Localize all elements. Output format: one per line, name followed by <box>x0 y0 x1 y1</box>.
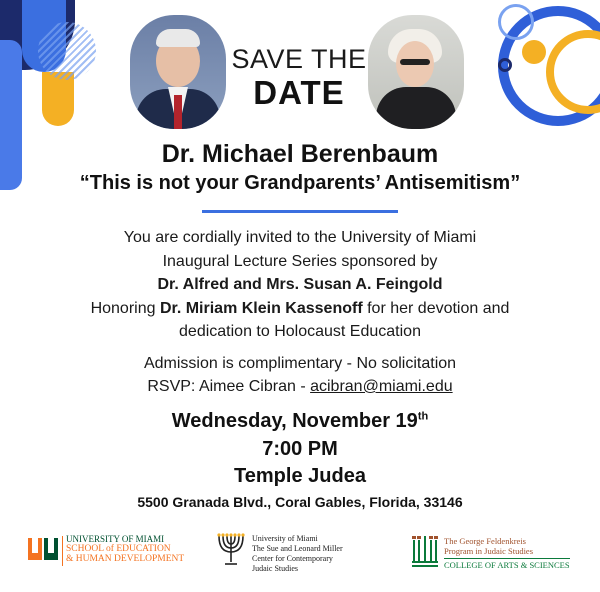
honoring-line <box>0 300 600 318</box>
miller-logo-text <box>252 534 343 574</box>
feldenkreis-logo-text <box>444 536 570 570</box>
event-venue: Temple Judea <box>234 465 366 487</box>
event-address: 5500 Granada Blvd., Coral Gables, Florida, 33146 <box>137 494 463 510</box>
um-logo-line: UNIVERSITY OF MIAMI <box>66 534 165 544</box>
decorative-dot-yellow <box>522 40 546 64</box>
speaker-portrait <box>130 15 226 129</box>
um-logo-text <box>66 534 184 564</box>
rsvp-prefix: RSVP: Aimee Cibran - <box>147 378 311 395</box>
invitation-line: dedication to Holocaust Education <box>179 323 421 340</box>
invitation-line: You are cordially invited to the University of Miami <box>123 229 477 246</box>
feldenkreis-logo-line: Program in Judaic Studies <box>444 546 534 556</box>
miller-center-logo <box>216 530 386 573</box>
feldenkreis-logo-line: COLLEGE OF ARTS & SCIENCES <box>444 560 570 570</box>
decorative-ring-small <box>498 4 534 40</box>
um-logo-line: & HUMAN DEVELOPMENT <box>66 554 185 564</box>
event-date-suffix: th <box>417 410 429 423</box>
admission-text: Admission is complimentary - No solicitation <box>143 355 457 372</box>
sponsor-names: Dr. Alfred and Mrs. Susan A. Feingold <box>157 276 443 293</box>
speaker-name: Dr. Michael Berenbaum <box>161 140 439 168</box>
honoree-portrait <box>368 15 464 129</box>
rsvp-email-link[interactable]: acibran@miami.edu <box>310 378 453 395</box>
portrait-hair <box>156 29 200 47</box>
um-u-icon <box>28 538 58 560</box>
miller-logo-line: Center for Contemporary <box>252 554 333 563</box>
decorative-shape-yellow <box>42 72 74 126</box>
event-date-text: Wednesday, November 19 <box>171 410 418 432</box>
portrait-tie <box>174 95 182 129</box>
miller-logo-line: Judaic Studies <box>252 564 298 573</box>
feldenkreis-program-logo <box>410 530 580 570</box>
honoring-prefix: Honoring <box>90 300 160 317</box>
rsvp-line <box>0 378 600 396</box>
date-heading: DATE <box>253 74 345 111</box>
honoree-name: Dr. Miriam Klein Kassenoff <box>159 300 363 317</box>
event-time: 7:00 PM <box>262 438 338 460</box>
portrait-jacket <box>376 87 456 129</box>
save-the-heading: SAVE THE <box>231 44 367 74</box>
decorative-hatched-circle <box>38 22 96 80</box>
portrait-glasses <box>400 59 430 65</box>
decorative-dot-navy <box>498 58 512 72</box>
honoring-suffix: for her devotion and <box>362 300 510 317</box>
feldenkreis-menorah-icon <box>410 534 440 568</box>
logo-divider <box>62 536 63 566</box>
um-logo-line: SCHOOL of EDUCATION <box>66 544 171 554</box>
miller-logo-line: The Sue and Leonard Miller <box>252 544 343 553</box>
feldenkreis-logo-line: The George Feldenkreis <box>444 536 526 546</box>
divider <box>202 210 398 213</box>
invitation-line: Inaugural Lecture Series sponsored by <box>162 253 438 270</box>
event-date <box>0 410 600 433</box>
menorah-icon <box>216 532 246 568</box>
miller-logo-line: University of Miami <box>252 534 318 543</box>
lecture-title: “This is not your Grandparents’ Antisemitism” <box>79 172 521 194</box>
um-school-of-education-logo <box>28 530 198 570</box>
